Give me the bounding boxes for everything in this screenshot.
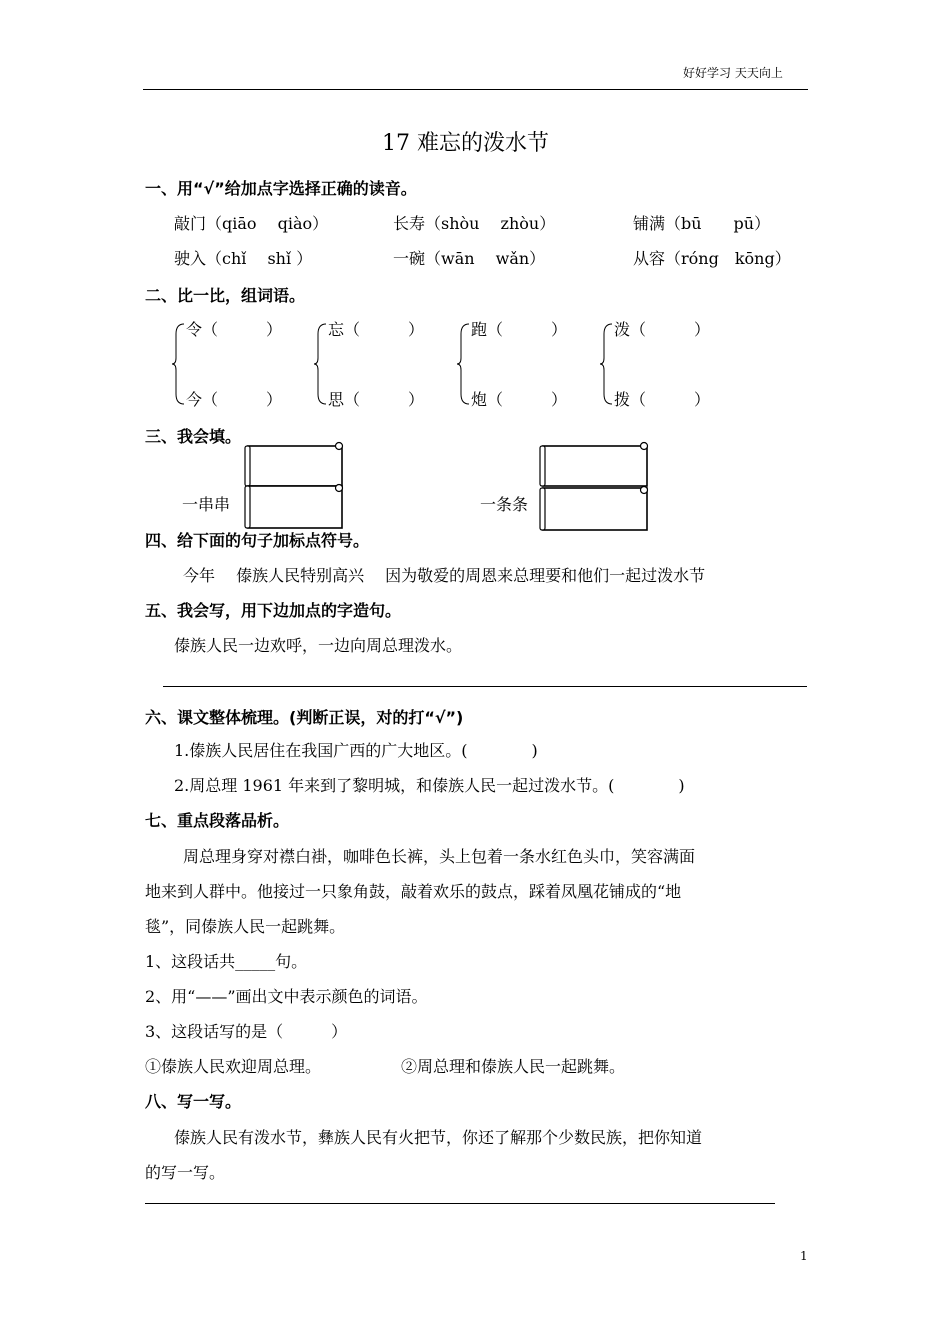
punctuation-sentence: 今年 傣族人民特别高兴 因为敬爱的周恩来总理要和他们一起过泼水节 (183, 566, 706, 585)
paragraph-line: 毯”，同傣族人民一起跳舞。 (145, 917, 346, 936)
word-pair-bottom: 拨（ ） (614, 390, 711, 409)
section-2-heading: 二、比一比，组词语。 (145, 286, 306, 305)
paragraph-line: 地来到人群中。他接过一只象角鼓，敲着欢乐的鼓点，踩着凤凰花铺成的“地 (145, 882, 682, 901)
section-1-heading: 一、用“√”给加点字选择正确的读音。 (145, 179, 417, 198)
header-rule (143, 89, 808, 90)
section-8-heading: 八、写一写。 (145, 1092, 242, 1111)
judgement-item: 2.周总理 1961 年来到了黎明城，和傣族人民一起过泼水节。( ) (174, 776, 685, 795)
page-number: 1 (800, 1249, 808, 1263)
section-6-heading: 六、课文整体梳理。(判断正误，对的打“√”) (145, 708, 464, 727)
question-3: 3、这段话写的是（ ） (145, 1022, 348, 1041)
pinyin-item: 从容（róng kōng） (633, 249, 791, 268)
brace-icon (600, 320, 614, 408)
writing-prompt-line: 的写一写。 (145, 1163, 226, 1182)
fill-label-right: 一条条 (480, 495, 529, 514)
section-5-heading: 五、我会写，用下边加点的字造句。 (145, 601, 402, 620)
word-pair-top: 令（ ） (186, 320, 283, 339)
judgement-item: 1.傣族人民居住在我国广西的广大地区。( ) (174, 741, 538, 760)
word-pair-bottom: 今（ ） (186, 390, 283, 409)
pinyin-item: 敲门（qiāo qiào） (174, 214, 329, 233)
fill-label-left: 一串串 (182, 495, 231, 514)
answer-line[interactable] (145, 1203, 775, 1204)
section-4-heading: 四、给下面的句子加标点符号。 (145, 531, 370, 550)
scroll-box-icon (244, 440, 348, 532)
word-pair-top: 忘（ ） (328, 320, 425, 339)
example-sentence: 傣族人民一边欢呼，一边向周总理泼水。 (174, 636, 463, 655)
answer-line[interactable] (163, 686, 807, 687)
section-7-heading: 七、重点段落品析。 (145, 811, 290, 830)
pinyin-item: 一碗（wān wǎn） (393, 249, 546, 268)
word-pair-top: 泼（ ） (614, 320, 711, 339)
pinyin-item: 长寿（shòu zhòu） (393, 214, 556, 233)
paragraph-line: 周总理身穿对襟白褂，咖啡色长裤，头上包着一条水红色头巾，笑容满面 (183, 847, 696, 866)
word-pair-top: 跑（ ） (471, 320, 568, 339)
word-pair-bottom: 炮（ ） (471, 390, 568, 409)
writing-prompt-line: 傣族人民有泼水节，彝族人民有火把节，你还了解那个少数民族，把你知道 (174, 1128, 703, 1147)
question-1: 1、这段话共_____句。 (145, 952, 308, 971)
brace-icon (172, 320, 186, 408)
question-2: 2、用“——”画出文中表示颜色的词语。 (145, 987, 428, 1006)
option-2: ②周总理和傣族人民一起跳舞。 (401, 1057, 626, 1076)
brace-icon (457, 320, 471, 408)
option-1: ①傣族人民欢迎周总理。 (145, 1057, 322, 1076)
section-3-heading: 三、我会填。 (145, 427, 242, 446)
word-pair-bottom: 思（ ） (328, 390, 425, 409)
header-motto: 好好学习 天天向上 (683, 66, 783, 80)
brace-icon (314, 320, 328, 408)
scroll-box-icon (539, 440, 653, 534)
pinyin-item: 驶入（chǐ shǐ ） (174, 249, 313, 268)
page-title: 17 难忘的泼水节 (382, 131, 549, 156)
pinyin-item: 铺满（bū pū） (633, 214, 771, 233)
